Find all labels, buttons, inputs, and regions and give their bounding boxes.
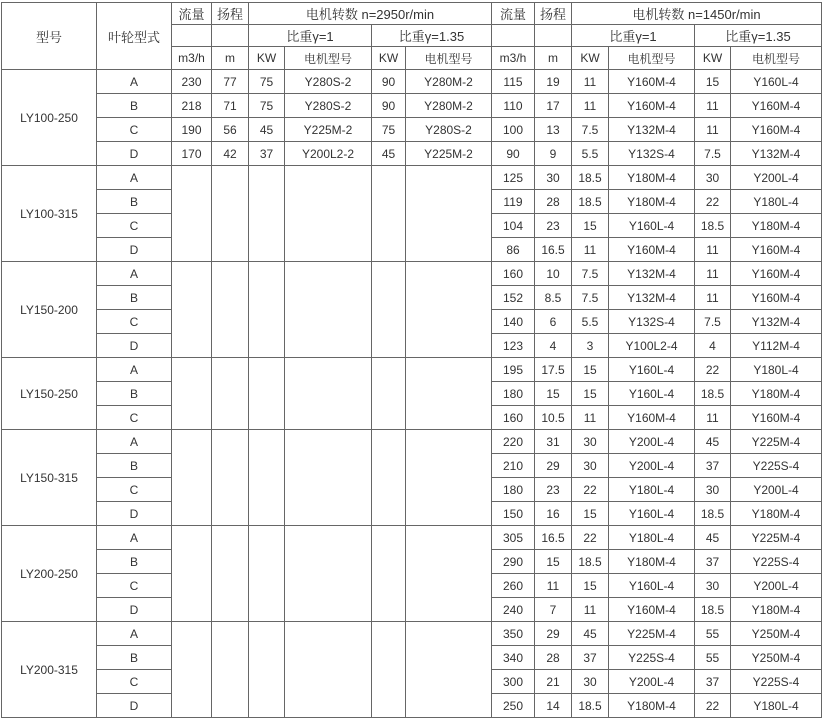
motor-g1-cell-1450: Y180L-4: [609, 526, 695, 550]
kw-g1-cell-1450: 5.5: [572, 142, 609, 166]
head-cell-1450: 21: [535, 670, 572, 694]
motor-g1-cell-1450: Y200L-4: [609, 430, 695, 454]
impeller-cell: D: [97, 598, 172, 622]
head-cell-2950: 77: [212, 70, 249, 94]
kw-g1-cell-2950: 45: [249, 118, 285, 142]
flow-cell-2950: 170: [172, 142, 212, 166]
motor-g135-cell-1450: Y200L-4: [731, 166, 822, 190]
head-cell-1450: 16.5: [535, 238, 572, 262]
kw-g135-cell-2950-empty: [372, 262, 406, 358]
kw-g1-cell-1450: 15: [572, 358, 609, 382]
kw-g135-cell-1450: 4: [695, 334, 731, 358]
kw-g135-cell-1450: 30: [695, 478, 731, 502]
impeller-cell: B: [97, 382, 172, 406]
motor-g1-cell-1450: Y160M-4: [609, 598, 695, 622]
flow-cell-1450: 150: [492, 502, 535, 526]
motor-g135-cell-1450: Y180M-4: [731, 598, 822, 622]
gravity-135-header-ls: 比重γ=1.35: [695, 25, 822, 47]
kw-g1-cell-1450: 45: [572, 622, 609, 646]
section-header-speed-1450: 电机转数 n=1450r/min: [572, 3, 822, 25]
motor-g135-cell-1450: Y200L-4: [731, 574, 822, 598]
head-cell-1450: 29: [535, 622, 572, 646]
impeller-cell: B: [97, 94, 172, 118]
motor-g135-cell-1450: Y132M-4: [731, 310, 822, 334]
flow-cell-1450: 160: [492, 406, 535, 430]
kw-g1-cell-1450: 7.5: [572, 118, 609, 142]
kw-g135-cell-2950: 90: [372, 70, 406, 94]
kw-g1-cell-1450: 22: [572, 478, 609, 502]
kw-g135-cell-1450: 15: [695, 70, 731, 94]
flow-cell-2950-empty: [172, 358, 212, 430]
flow-cell-2950: 230: [172, 70, 212, 94]
kw-g135-cell-1450: 11: [695, 238, 731, 262]
flow-cell-1450: 260: [492, 574, 535, 598]
head-cell-2950-empty: [212, 358, 249, 430]
impeller-cell: B: [97, 190, 172, 214]
kw-g135-cell-1450: 18.5: [695, 382, 731, 406]
impeller-cell: D: [97, 694, 172, 718]
motor-g1-cell-2950-empty: [285, 622, 372, 718]
kw-g1-cell-1450: 11: [572, 238, 609, 262]
head-cell-1450: 7: [535, 598, 572, 622]
motor-g1-cell-1450: Y160L-4: [609, 382, 695, 406]
flow-cell-1450: 195: [492, 358, 535, 382]
flow-cell-2950-empty: [172, 262, 212, 358]
impeller-cell: C: [97, 310, 172, 334]
flow-cell-2950: 190: [172, 118, 212, 142]
motor-g135-cell-2950-empty: [406, 622, 492, 718]
kw-g135-cell-2950-empty: [372, 430, 406, 526]
motor-g135-cell-1450: Y132M-4: [731, 142, 822, 166]
motor-model-header-g1-hs: 电机型号: [285, 47, 372, 70]
impeller-cell: C: [97, 574, 172, 598]
impeller-cell: B: [97, 286, 172, 310]
model-cell: LY150-200: [2, 262, 97, 358]
flow-cell-1450: 90: [492, 142, 535, 166]
motor-g1-cell-1450: Y200L-4: [609, 670, 695, 694]
kw-g1-cell-1450: 11: [572, 70, 609, 94]
kw-g135-cell-1450: 37: [695, 550, 731, 574]
kw-g1-cell-1450: 30: [572, 454, 609, 478]
model-cell: LY100-315: [2, 166, 97, 262]
impeller-cell: A: [97, 358, 172, 382]
kw-g135-cell-1450: 30: [695, 574, 731, 598]
kw-g1-cell-2950: 37: [249, 142, 285, 166]
motor-g1-cell-1450: Y225S-4: [609, 646, 695, 670]
kw-g135-cell-1450: 45: [695, 526, 731, 550]
kw-g135-cell-1450: 22: [695, 190, 731, 214]
model-cell: LY200-315: [2, 622, 97, 718]
head-cell-1450: 15: [535, 550, 572, 574]
flow-spacer-cell-ls: [492, 25, 535, 47]
head-cell-1450: 15: [535, 382, 572, 406]
flow-cell-1450: 180: [492, 478, 535, 502]
motor-g1-cell-2950-empty: [285, 262, 372, 358]
head-cell-2950: 42: [212, 142, 249, 166]
impeller-cell: B: [97, 454, 172, 478]
kw-g1-cell-1450: 18.5: [572, 166, 609, 190]
table-header: [2, 3, 822, 70]
motor-g1-cell-1450: Y160M-4: [609, 406, 695, 430]
impeller-cell: A: [97, 526, 172, 550]
flow-cell-1450: 152: [492, 286, 535, 310]
kw-g1-cell-1450: 30: [572, 670, 609, 694]
table-row: [2, 118, 822, 142]
kw-g1-cell-1450: 7.5: [572, 286, 609, 310]
motor-g135-cell-1450: Y160M-4: [731, 118, 822, 142]
motor-g135-cell-1450: Y200L-4: [731, 478, 822, 502]
head-cell-1450: 30: [535, 166, 572, 190]
table-row: [2, 262, 822, 286]
motor-g135-cell-1450: Y160M-4: [731, 262, 822, 286]
motor-g1-cell-1450: Y160L-4: [609, 502, 695, 526]
flow-cell-1450: 110: [492, 94, 535, 118]
kw-g135-cell-1450: 37: [695, 454, 731, 478]
flow-cell-1450: 160: [492, 262, 535, 286]
motor-g135-cell-2950: Y280M-2: [406, 70, 492, 94]
kw-g135-cell-2950-empty: [372, 358, 406, 430]
motor-g135-cell-1450: Y250M-4: [731, 646, 822, 670]
unit-flow-ls: m3/h: [492, 47, 535, 70]
motor-g1-cell-2950: Y280S-2: [285, 70, 372, 94]
kw-g1-cell-2950: 75: [249, 70, 285, 94]
header-row-1: [2, 3, 822, 25]
section-header-speed-2950: 电机转数 n=2950r/min: [249, 3, 492, 25]
kw-g1-cell-1450: 15: [572, 214, 609, 238]
head-cell-1450: 13: [535, 118, 572, 142]
flow-cell-1450: 300: [492, 670, 535, 694]
motor-g135-cell-1450: Y160M-4: [731, 94, 822, 118]
col-header-impeller: 叶轮型式: [97, 3, 172, 70]
kw-g135-cell-1450: 11: [695, 286, 731, 310]
gravity-135-header-hs: 比重γ=1.35: [372, 25, 492, 47]
flow-cell-1450: 340: [492, 646, 535, 670]
impeller-cell: A: [97, 166, 172, 190]
flow-cell-1450: 350: [492, 622, 535, 646]
unit-flow-hs: m3/h: [172, 47, 212, 70]
head-cell-1450: 23: [535, 478, 572, 502]
motor-g135-cell-2950-empty: [406, 358, 492, 430]
motor-g1-cell-1450: Y200L-4: [609, 454, 695, 478]
motor-g135-cell-1450: Y180M-4: [731, 382, 822, 406]
motor-g1-cell-2950: Y280S-2: [285, 94, 372, 118]
motor-g135-cell-1450: Y180L-4: [731, 694, 822, 718]
kw-g1-cell-1450: 18.5: [572, 694, 609, 718]
flow-cell-2950-empty: [172, 430, 212, 526]
motor-g135-cell-1450: Y160M-4: [731, 238, 822, 262]
motor-g135-cell-2950-empty: [406, 166, 492, 262]
motor-g1-cell-1450: Y160L-4: [609, 358, 695, 382]
kw-g1-cell-1450: 11: [572, 406, 609, 430]
impeller-cell: C: [97, 118, 172, 142]
motor-g135-cell-1450: Y250M-4: [731, 622, 822, 646]
motor-g1-cell-2950: Y200L2-2: [285, 142, 372, 166]
head-cell-1450: 28: [535, 190, 572, 214]
kw-g1-cell-2950-empty: [249, 358, 285, 430]
motor-g135-cell-1450: Y180M-4: [731, 214, 822, 238]
motor-g135-cell-1450: Y225S-4: [731, 454, 822, 478]
motor-g135-cell-2950-empty: [406, 262, 492, 358]
flow-cell-1450: 100: [492, 118, 535, 142]
kw-g1-cell-1450: 7.5: [572, 262, 609, 286]
kw-g1-cell-1450: 11: [572, 598, 609, 622]
impeller-cell: A: [97, 430, 172, 454]
table-row: [2, 526, 822, 550]
motor-g135-cell-1450: Y225S-4: [731, 550, 822, 574]
head-cell-1450: 19: [535, 70, 572, 94]
kw-g135-cell-2950-empty: [372, 526, 406, 622]
kw-g135-cell-1450: 11: [695, 94, 731, 118]
motor-g1-cell-1450: Y160M-4: [609, 238, 695, 262]
kw-g135-cell-1450: 22: [695, 358, 731, 382]
table-row: [2, 166, 822, 190]
kw-g135-cell-1450: 55: [695, 622, 731, 646]
motor-model-header-g135-ls: 电机型号: [731, 47, 822, 70]
flow-cell-1450: 290: [492, 550, 535, 574]
flow-cell-1450: 240: [492, 598, 535, 622]
flow-spacer-cell-hs: [172, 25, 212, 47]
motor-model-header-g135-hs: 电机型号: [406, 47, 492, 70]
kw-g1-cell-1450: 18.5: [572, 190, 609, 214]
motor-g135-cell-1450: Y180L-4: [731, 358, 822, 382]
motor-g135-cell-1450: Y180L-4: [731, 190, 822, 214]
unit-kw-g135-hs: KW: [372, 47, 406, 70]
motor-g1-cell-1450: Y132M-4: [609, 262, 695, 286]
model-cell: LY150-250: [2, 358, 97, 430]
kw-g135-cell-2950-empty: [372, 622, 406, 718]
impeller-cell: C: [97, 670, 172, 694]
head-cell-2950: 71: [212, 94, 249, 118]
motor-g135-cell-1450: Y180M-4: [731, 502, 822, 526]
head-cell-2950-empty: [212, 262, 249, 358]
flow-cell-1450: 250: [492, 694, 535, 718]
flow-cell-1450: 140: [492, 310, 535, 334]
motor-g1-cell-1450: Y132S-4: [609, 142, 695, 166]
flow-cell-2950-empty: [172, 166, 212, 262]
motor-g1-cell-1450: Y160L-4: [609, 214, 695, 238]
impeller-cell: D: [97, 334, 172, 358]
motor-g135-cell-2950: Y280M-2: [406, 94, 492, 118]
kw-g1-cell-2950: 75: [249, 94, 285, 118]
motor-g1-cell-1450: Y225M-4: [609, 622, 695, 646]
motor-g1-cell-1450: Y132S-4: [609, 310, 695, 334]
impeller-cell: C: [97, 214, 172, 238]
kw-g135-cell-1450: 7.5: [695, 310, 731, 334]
col-header-head-ls: 扬程: [535, 3, 572, 25]
motor-g135-cell-1450: Y225S-4: [731, 670, 822, 694]
motor-g1-cell-1450: Y132M-4: [609, 286, 695, 310]
head-cell-2950-empty: [212, 622, 249, 718]
table-row: [2, 70, 822, 94]
head-spacer-cell-hs: [212, 25, 249, 47]
motor-g1-cell-2950-empty: [285, 166, 372, 262]
motor-g1-cell-2950-empty: [285, 430, 372, 526]
kw-g135-cell-2950: 75: [372, 118, 406, 142]
motor-g135-cell-2950-empty: [406, 526, 492, 622]
pump-spec-table: [1, 2, 822, 718]
impeller-cell: B: [97, 646, 172, 670]
table-row: [2, 430, 822, 454]
motor-g135-cell-1450: Y112M-4: [731, 334, 822, 358]
model-cell: LY150-315: [2, 430, 97, 526]
col-header-model: 型号: [2, 3, 97, 70]
kw-g135-cell-1450: 55: [695, 646, 731, 670]
table-body: [2, 70, 822, 718]
motor-g1-cell-1450: Y100L2-4: [609, 334, 695, 358]
head-cell-2950: 56: [212, 118, 249, 142]
flow-cell-2950-empty: [172, 622, 212, 718]
head-cell-1450: 4: [535, 334, 572, 358]
motor-g135-cell-2950: Y225M-2: [406, 142, 492, 166]
head-cell-1450: 16.5: [535, 526, 572, 550]
motor-g1-cell-1450: Y180M-4: [609, 190, 695, 214]
motor-g135-cell-1450: Y160M-4: [731, 406, 822, 430]
head-spacer-cell-ls: [535, 25, 572, 47]
kw-g1-cell-2950-empty: [249, 262, 285, 358]
kw-g135-cell-1450: 30: [695, 166, 731, 190]
impeller-cell: A: [97, 70, 172, 94]
col-header-flow-hs: 流量: [172, 3, 212, 25]
head-cell-1450: 10.5: [535, 406, 572, 430]
kw-g1-cell-1450: 11: [572, 94, 609, 118]
head-cell-1450: 6: [535, 310, 572, 334]
kw-g135-cell-2950-empty: [372, 166, 406, 262]
flow-cell-1450: 125: [492, 166, 535, 190]
kw-g135-cell-1450: 11: [695, 262, 731, 286]
kw-g1-cell-1450: 15: [572, 502, 609, 526]
head-cell-1450: 31: [535, 430, 572, 454]
impeller-cell: C: [97, 406, 172, 430]
flow-cell-1450: 119: [492, 190, 535, 214]
motor-g135-cell-1450: Y160M-4: [731, 286, 822, 310]
impeller-cell: D: [97, 502, 172, 526]
kw-g1-cell-2950-empty: [249, 166, 285, 262]
head-cell-2950-empty: [212, 430, 249, 526]
model-cell: LY200-250: [2, 526, 97, 622]
kw-g1-cell-1450: 15: [572, 382, 609, 406]
kw-g1-cell-1450: 5.5: [572, 310, 609, 334]
kw-g1-cell-2950-empty: [249, 430, 285, 526]
motor-g1-cell-1450: Y180L-4: [609, 478, 695, 502]
motor-g1-cell-1450: Y180M-4: [609, 694, 695, 718]
impeller-cell: C: [97, 478, 172, 502]
kw-g135-cell-1450: 37: [695, 670, 731, 694]
head-cell-2950-empty: [212, 526, 249, 622]
gravity-1-header-ls: 比重γ=1: [572, 25, 695, 47]
flow-cell-1450: 180: [492, 382, 535, 406]
kw-g135-cell-1450: 18.5: [695, 214, 731, 238]
kw-g135-cell-1450: 22: [695, 694, 731, 718]
kw-g1-cell-1450: 37: [572, 646, 609, 670]
unit-kw-g1-hs: KW: [249, 47, 285, 70]
kw-g135-cell-1450: 7.5: [695, 142, 731, 166]
head-cell-1450: 29: [535, 454, 572, 478]
kw-g1-cell-1450: 30: [572, 430, 609, 454]
model-cell: LY100-250: [2, 70, 97, 166]
head-cell-1450: 11: [535, 574, 572, 598]
unit-head-ls: m: [535, 47, 572, 70]
col-header-head-hs: 扬程: [212, 3, 249, 25]
head-cell-1450: 10: [535, 262, 572, 286]
table-row: [2, 622, 822, 646]
kw-g135-cell-2950: 45: [372, 142, 406, 166]
motor-g1-cell-2950-empty: [285, 526, 372, 622]
flow-cell-1450: 305: [492, 526, 535, 550]
table-row: [2, 94, 822, 118]
motor-model-header-g1-ls: 电机型号: [609, 47, 695, 70]
flow-cell-2950: 218: [172, 94, 212, 118]
kw-g135-cell-2950: 90: [372, 94, 406, 118]
motor-g135-cell-2950-empty: [406, 430, 492, 526]
gravity-1-header-hs: 比重γ=1: [249, 25, 372, 47]
motor-g1-cell-2950-empty: [285, 358, 372, 430]
head-cell-1450: 14: [535, 694, 572, 718]
motor-g135-cell-1450: Y225M-4: [731, 526, 822, 550]
motor-g1-cell-1450: Y160L-4: [609, 574, 695, 598]
motor-g1-cell-1450: Y160M-4: [609, 70, 695, 94]
flow-cell-1450: 123: [492, 334, 535, 358]
motor-g1-cell-1450: Y132M-4: [609, 118, 695, 142]
flow-cell-1450: 86: [492, 238, 535, 262]
impeller-cell: D: [97, 238, 172, 262]
flow-cell-1450: 115: [492, 70, 535, 94]
kw-g135-cell-1450: 11: [695, 406, 731, 430]
impeller-cell: D: [97, 142, 172, 166]
col-header-flow-ls: 流量: [492, 3, 535, 25]
head-cell-2950-empty: [212, 166, 249, 262]
flow-cell-1450: 104: [492, 214, 535, 238]
table-row: [2, 358, 822, 382]
motor-g135-cell-1450: Y160L-4: [731, 70, 822, 94]
motor-g1-cell-1450: Y180M-4: [609, 550, 695, 574]
motor-g1-cell-1450: Y180M-4: [609, 166, 695, 190]
head-cell-1450: 23: [535, 214, 572, 238]
motor-g1-cell-2950: Y225M-2: [285, 118, 372, 142]
head-cell-1450: 9: [535, 142, 572, 166]
motor-g1-cell-1450: Y160M-4: [609, 94, 695, 118]
impeller-cell: A: [97, 622, 172, 646]
kw-g1-cell-1450: 18.5: [572, 550, 609, 574]
kw-g135-cell-1450: 45: [695, 430, 731, 454]
head-cell-1450: 8.5: [535, 286, 572, 310]
kw-g1-cell-1450: 22: [572, 526, 609, 550]
kw-g135-cell-1450: 18.5: [695, 598, 731, 622]
kw-g1-cell-1450: 15: [572, 574, 609, 598]
impeller-cell: A: [97, 262, 172, 286]
kw-g135-cell-1450: 11: [695, 118, 731, 142]
motor-g135-cell-1450: Y225M-4: [731, 430, 822, 454]
flow-cell-2950-empty: [172, 526, 212, 622]
table-row: [2, 142, 822, 166]
flow-cell-1450: 220: [492, 430, 535, 454]
kw-g1-cell-2950-empty: [249, 526, 285, 622]
impeller-cell: B: [97, 550, 172, 574]
head-cell-1450: 17: [535, 94, 572, 118]
head-cell-1450: 16: [535, 502, 572, 526]
unit-head-hs: m: [212, 47, 249, 70]
unit-kw-g1-ls: KW: [572, 47, 609, 70]
unit-kw-g135-ls: KW: [695, 47, 731, 70]
flow-cell-1450: 210: [492, 454, 535, 478]
head-cell-1450: 17.5: [535, 358, 572, 382]
motor-g135-cell-2950: Y280S-2: [406, 118, 492, 142]
kw-g1-cell-1450: 3: [572, 334, 609, 358]
head-cell-1450: 28: [535, 646, 572, 670]
kw-g1-cell-2950-empty: [249, 622, 285, 718]
kw-g135-cell-1450: 18.5: [695, 502, 731, 526]
